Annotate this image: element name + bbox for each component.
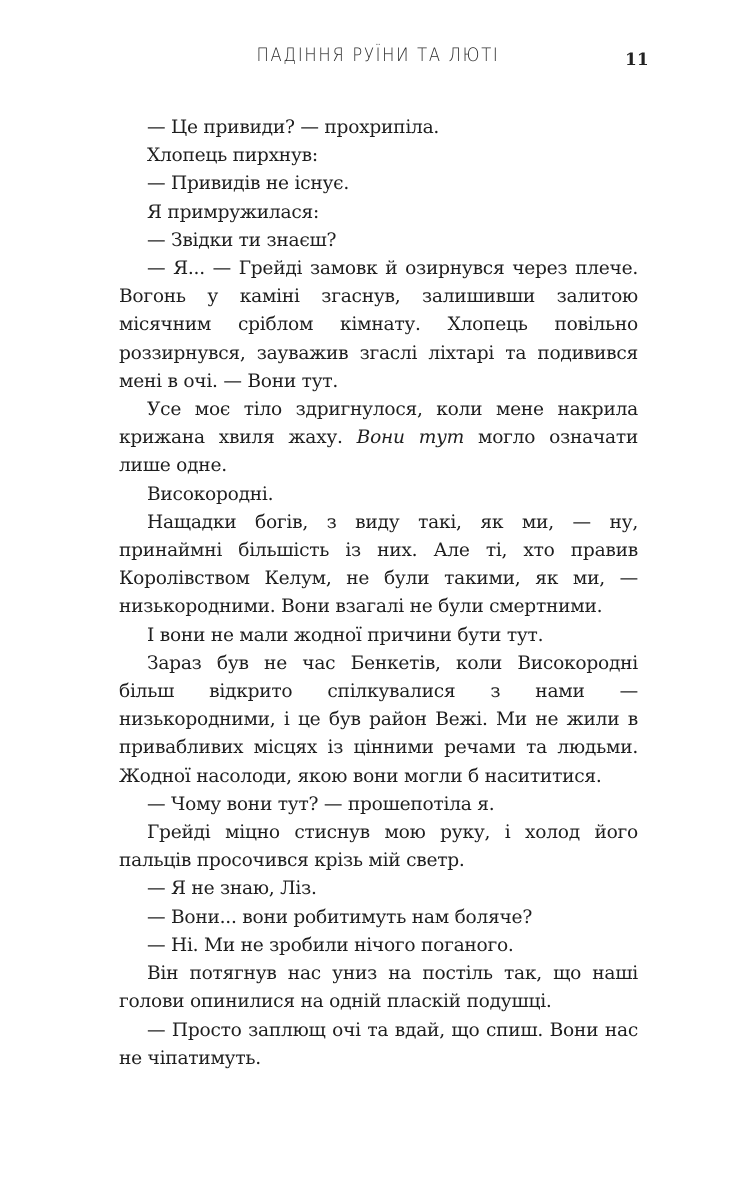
paragraph: Він потягнув нас униз на постіль так, що наші голови опинилися на одній пласкій подушці. (119, 963, 638, 1013)
paragraph: Грейді міцно стиснув мою руку, і холод його пальців просочився крізь мій светр. (119, 822, 638, 872)
paragraph: — Я не знаю, Ліз. (147, 878, 317, 900)
paragraph: Я примружилася: (147, 201, 319, 223)
paragraph: — Чому вони тут? — прошепотіла я. (147, 793, 495, 815)
page-number: 11 (625, 50, 649, 70)
body-text (119, 114, 638, 1073)
paragraph-text: Усе моє тіло здригнулося, коли мене накрила крижана хвиля жаху. (119, 399, 638, 449)
paragraph: — Звідки ти знаєш? (147, 229, 337, 251)
paragraph-text: могло означати лише одне. (119, 427, 638, 477)
paragraph: — Я... — Грейді замовк й озирнувся через плече. Вогонь у каміні згаснув, залишивши залитою місячним сріблом кімнату. Хлопець повільно роззирнувся, зауважив згаслі ліхтарі та подивився мені в очі. — Вони тут. (119, 258, 638, 392)
paragraph: І вони не мали жодної причини бути тут. (147, 624, 544, 646)
page-header (0, 44, 756, 74)
paragraph: — Ні. Ми не зробили нічого поганого. (147, 934, 514, 956)
paragraph: Хлопець пирхнув: (147, 145, 318, 167)
paragraph (119, 396, 638, 481)
paragraph: Зараз був не час Бенкетів, коли Високородні більш відкрито спілкувалися з нами — низькородними, і це був район Вежі. Ми не жили в привабливих місцях із цінними речами та людьми. Жодної насолоди, якою вони могли б насититися. (119, 652, 638, 787)
paragraph: — Це привиди? — прохрипіла. (147, 117, 440, 138)
emphasis-text: Вони тут (356, 427, 465, 449)
paragraph: — Просто заплющ очі та вдай, що спиш. Вони нас не чіпатимуть. (119, 1019, 638, 1069)
running-title: ПАДІННЯ РУЇНИ ТА ЛЮТІ (256, 44, 500, 66)
paragraph: Високородні. (147, 483, 274, 505)
paragraph: — Вони... вони робитимуть нам боляче? (147, 906, 533, 928)
paragraph: — Привидів не існує. (147, 173, 349, 195)
paragraph: Нащадки богів, з виду такі, як ми, — ну, принаймні більшість із них. Але ті, хто правив Королівством Келум, не були такими, як ми, — низькородними. Вони взагалі не були смертними. (119, 511, 638, 618)
